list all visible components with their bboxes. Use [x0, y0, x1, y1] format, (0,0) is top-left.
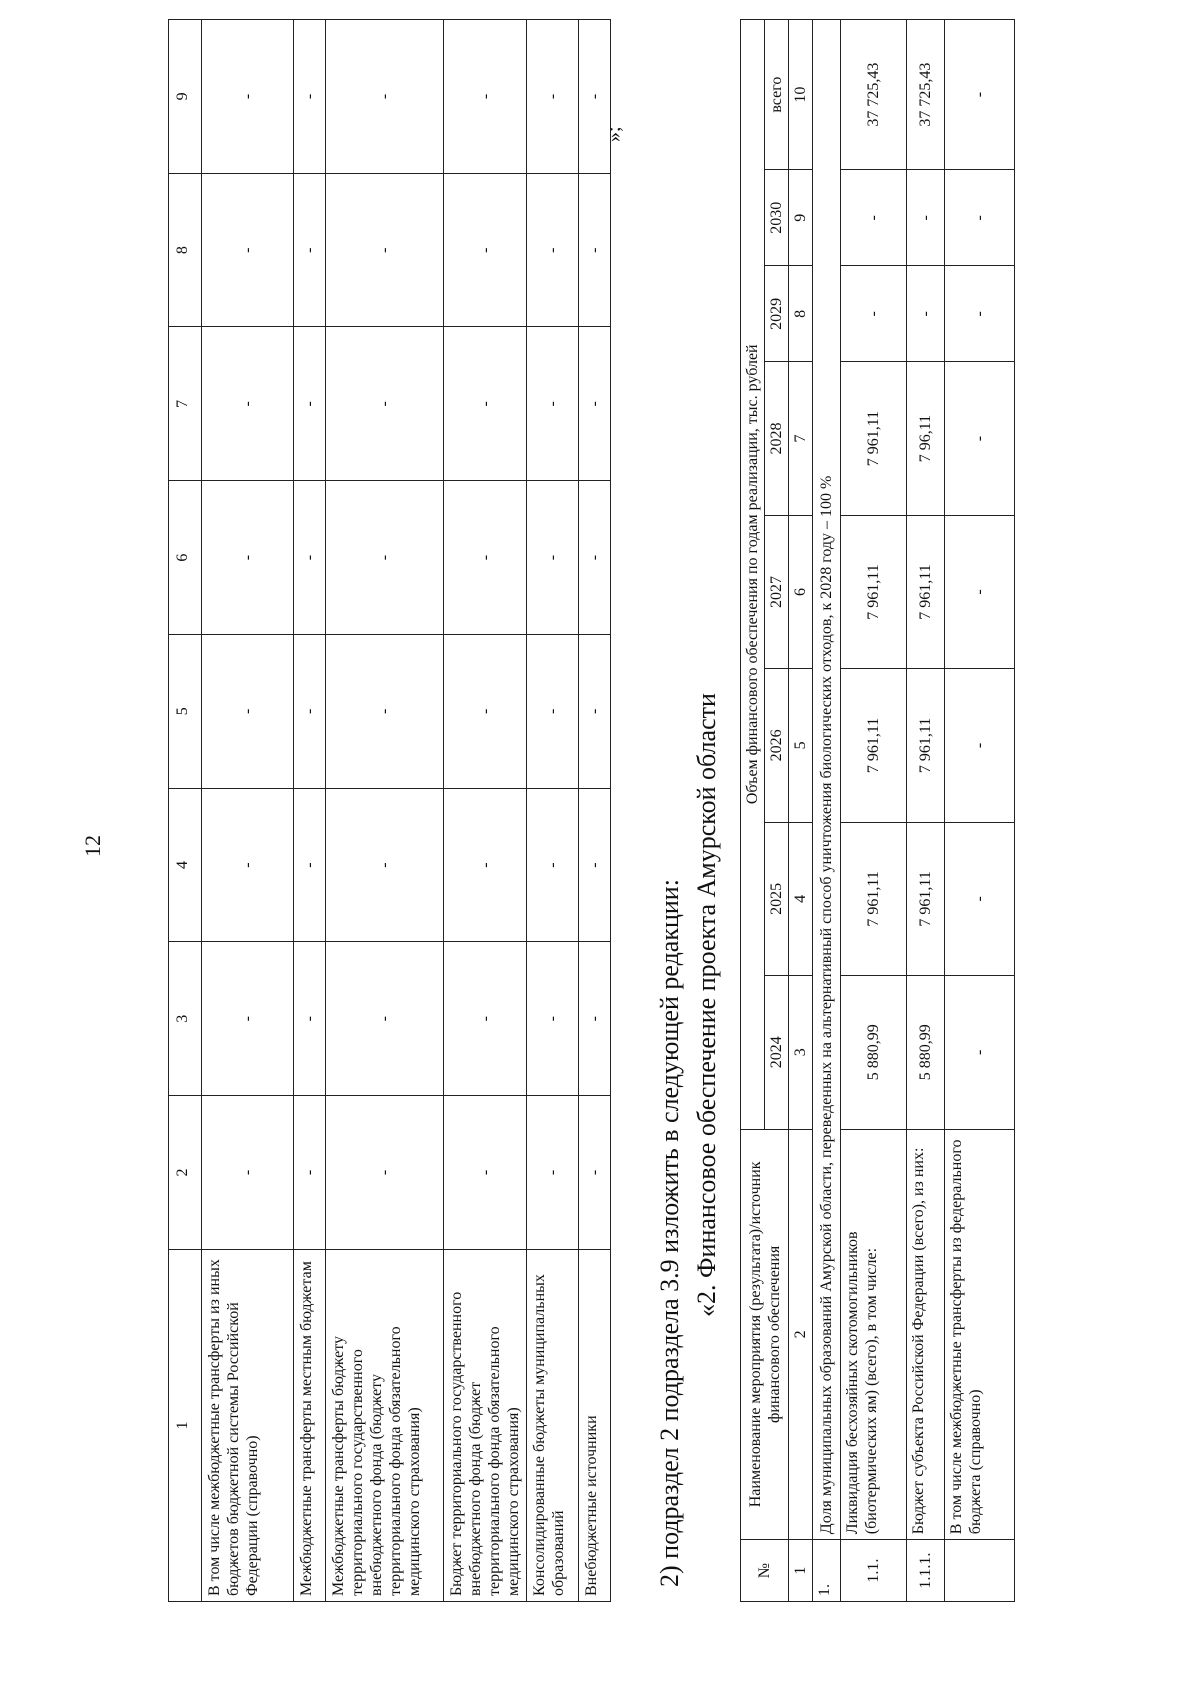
cell-value: -: [527, 1096, 579, 1250]
cell-value: 7 961,11: [907, 669, 945, 822]
column-header-no: №: [741, 1540, 789, 1602]
cell-value: -: [527, 942, 579, 1096]
cell-value: -: [444, 1096, 527, 1250]
cell-value: -: [202, 173, 294, 327]
table-row: [945, 20, 1015, 1602]
year-header: 2030: [765, 170, 789, 266]
cell-value: -: [527, 634, 579, 788]
column-number: 5: [789, 669, 813, 822]
year-header: 2026: [765, 669, 789, 822]
cell-value: -: [527, 481, 579, 635]
cell-value: -: [294, 634, 326, 788]
cell-value: -: [294, 173, 326, 327]
cell-value: 7 961,11: [841, 515, 907, 668]
row-label: Консолидированные бюджеты муниципальных образований: [527, 1249, 579, 1601]
cell-value: -: [294, 327, 326, 481]
row-label: Внебюджетные источники: [579, 1249, 611, 1601]
year-header: 2024: [765, 976, 789, 1129]
cell-value: 7 961,11: [907, 822, 945, 975]
cell-value: -: [202, 788, 294, 942]
cell-value: -: [444, 173, 527, 327]
cell-value: -: [579, 788, 611, 942]
cell-value: -: [326, 327, 444, 481]
table-row: [907, 20, 945, 1602]
cell-value: -: [294, 481, 326, 635]
row-number: 1.1.: [841, 1540, 907, 1602]
cell-value: -: [579, 634, 611, 788]
row-label: Межбюджетные трансферты бюджету территориального государственного внебюджетного фонда (бюджету территориального фонда обязательного медицинского страхования): [326, 1249, 444, 1601]
section-title: «2. Финансовое обеспечение проекта Амурской области: [692, 693, 721, 1317]
cell-value: -: [579, 481, 611, 635]
cell-value: -: [202, 942, 294, 1096]
cell-value: 7 961,11: [841, 822, 907, 975]
cell-value: -: [527, 20, 579, 174]
cell-value: -: [945, 362, 1015, 515]
table-row: [294, 20, 326, 1602]
cell-value: -: [579, 942, 611, 1096]
cell-value: -: [202, 1096, 294, 1250]
cell-value: -: [326, 481, 444, 635]
row-label: В том числе межбюджетные трансферты из иных бюджетов бюджетной системы Российской Федерации (справочно): [202, 1249, 294, 1601]
column-header: 7: [169, 327, 202, 481]
column-number: 3: [789, 976, 813, 1129]
cell-value: -: [294, 788, 326, 942]
column-header: 8: [169, 173, 202, 327]
table-header-row: [169, 20, 202, 1602]
cell-value: 7 961,11: [907, 515, 945, 668]
column-header: 1: [169, 1249, 202, 1601]
year-header: 2029: [765, 266, 789, 362]
column-header-name: Наименование мероприятия (результата)/источник финансового обеспечения: [741, 1129, 789, 1540]
cell-value: -: [579, 20, 611, 174]
cell-value: -: [945, 669, 1015, 822]
year-header: 2025: [765, 822, 789, 975]
cell-value: -: [444, 20, 527, 174]
cell-value: -: [444, 788, 527, 942]
cell-value: -: [294, 942, 326, 1096]
table-row: [841, 20, 907, 1602]
table-row: [326, 20, 444, 1602]
cell-value: -: [907, 266, 945, 362]
cell-value: -: [841, 266, 907, 362]
cell-value: -: [202, 20, 294, 174]
cell-value: -: [202, 481, 294, 635]
closing-quote: »;: [603, 126, 625, 142]
cell-value: -: [326, 20, 444, 174]
row-name: В том числе межбюджетные трансферты из федерального бюджета (справочно): [945, 1129, 1015, 1540]
cell-value: -: [945, 20, 1015, 170]
cell-value: -: [579, 173, 611, 327]
table-row: [579, 20, 611, 1602]
table-row: [527, 20, 579, 1602]
row-label: Межбюджетные трансферты местным бюджетам: [294, 1249, 326, 1601]
table-row: [202, 20, 294, 1602]
cell-value: 37 725,43: [841, 20, 907, 170]
cell-value: -: [945, 170, 1015, 266]
section-row-text: Доля муниципальных образований Амурской области, переведенных на альтернативный способ уничтожения биологических отходов, к 2028 году – 100 %: [813, 20, 841, 1540]
column-header: 9: [169, 20, 202, 174]
column-header: 3: [169, 942, 202, 1096]
page-number: 12: [80, 835, 105, 857]
row-label: Бюджет территориального государственного внебюджетного фонда (бюджет территориального фонда обязательного медицинского страхования): [444, 1249, 527, 1601]
cell-value: -: [444, 327, 527, 481]
cell-value: -: [326, 173, 444, 327]
cell-value: -: [326, 634, 444, 788]
cell-value: -: [444, 481, 527, 635]
column-number: 8: [789, 266, 813, 362]
column-header: 2: [169, 1096, 202, 1250]
column-number: 2: [789, 1129, 813, 1540]
cell-value: -: [945, 822, 1015, 975]
cell-value: -: [527, 788, 579, 942]
column-number: 10: [789, 20, 813, 170]
cell-value: -: [841, 170, 907, 266]
cell-value: 7 961,11: [841, 669, 907, 822]
section-heading: 2) подраздел 2 подраздела 3.9 изложить в следующей редакции:: [655, 879, 684, 1587]
column-number: 9: [789, 170, 813, 266]
column-header: 5: [169, 634, 202, 788]
year-header: всего: [765, 20, 789, 170]
cell-value: -: [527, 327, 579, 481]
row-number: [945, 1540, 1015, 1602]
cell-value: -: [945, 515, 1015, 668]
row-name: Ликвидация бесхозяйных скотомогильников (биотермических ям) (всего), в том числе:: [841, 1129, 907, 1540]
cell-value: -: [444, 942, 527, 1096]
year-header: 2028: [765, 362, 789, 515]
column-header: 6: [169, 481, 202, 635]
cell-value: -: [326, 1096, 444, 1250]
cell-value: -: [579, 1096, 611, 1250]
cell-value: -: [444, 634, 527, 788]
row-name: Бюджет субъекта Российской Федерации (всего), из них:: [907, 1129, 945, 1540]
cell-value: -: [945, 976, 1015, 1129]
column-number: 6: [789, 515, 813, 668]
column-header: 4: [169, 788, 202, 942]
row-number: 1.: [813, 1540, 841, 1602]
column-number-row: [789, 20, 813, 1602]
cell-value: -: [202, 634, 294, 788]
sources-table: [168, 19, 611, 1602]
cell-value: -: [579, 327, 611, 481]
cell-value: 5 880,99: [907, 976, 945, 1129]
cell-value: -: [294, 20, 326, 174]
table-row: [444, 20, 527, 1602]
cell-value: -: [202, 327, 294, 481]
column-number: 1: [789, 1540, 813, 1602]
cell-value: 5 880,99: [841, 976, 907, 1129]
cell-value: -: [907, 170, 945, 266]
cell-value: -: [945, 266, 1015, 362]
cell-value: 7 961,11: [841, 362, 907, 515]
column-group-header: Объем финансового обеспечения по годам реализации, тыс. рублей: [741, 20, 765, 1130]
cell-value: -: [326, 788, 444, 942]
cell-value: -: [527, 173, 579, 327]
table-header-row: [741, 20, 765, 1602]
section-row: [813, 20, 841, 1602]
year-header: 2027: [765, 515, 789, 668]
cell-value: 37 725,43: [907, 20, 945, 170]
row-number: 1.1.1.: [907, 1540, 945, 1602]
cell-value: -: [326, 942, 444, 1096]
cell-value: 7 96,11: [907, 362, 945, 515]
financing-table: [740, 19, 1015, 1602]
column-number: 4: [789, 822, 813, 975]
column-number: 7: [789, 362, 813, 515]
cell-value: -: [294, 1096, 326, 1250]
